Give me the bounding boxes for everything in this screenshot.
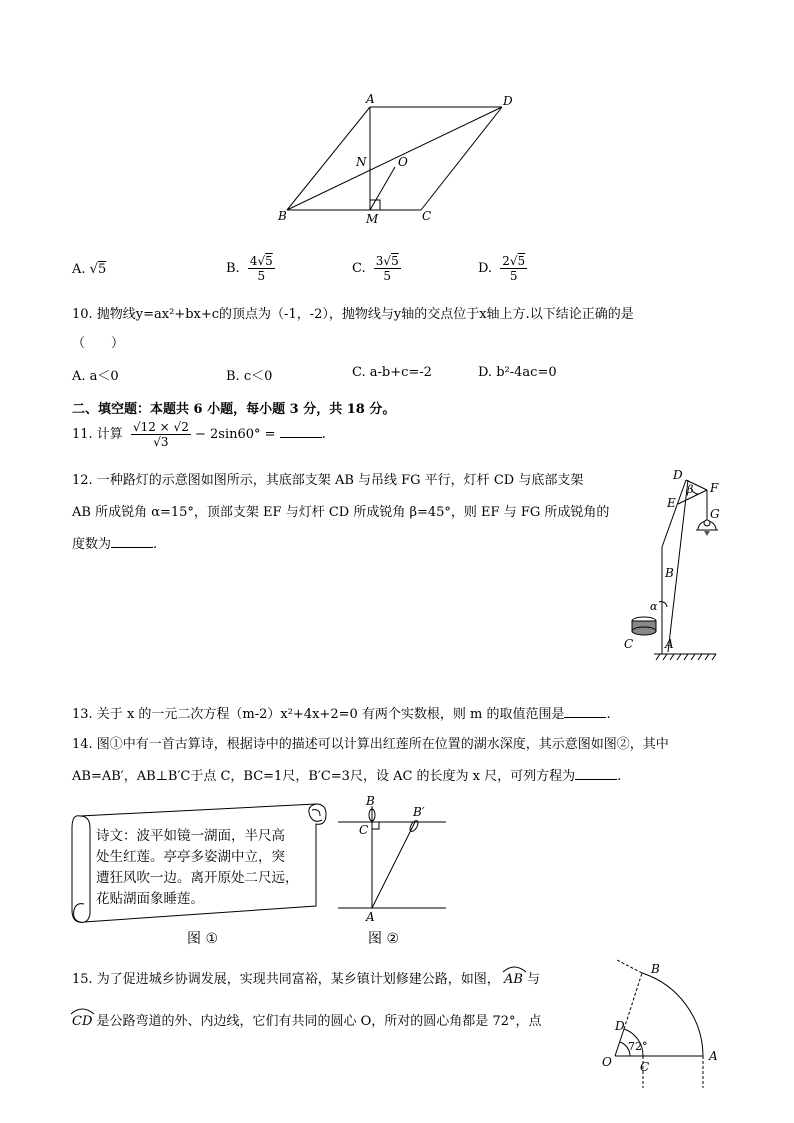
q9-option-a: A. √5 [72, 262, 107, 277]
curve-label-O: O [602, 1055, 612, 1069]
lamp-label-B: B [665, 566, 674, 580]
q14-line1: 14. 图①中有一首古算诗，根据诗中的描述可以计算出红莲所在位置的湖水深度，其示意图如图②，其中 [72, 737, 669, 752]
lotus-label-Bprime: B′ [413, 805, 425, 819]
label-D: D [503, 94, 513, 108]
q9-option-b: B. $\frac{4√5}{5}$ [226, 254, 273, 283]
fig2-caption: 图 ② [368, 931, 400, 947]
lotus-figure [330, 792, 455, 927]
q13: 13. 关于 x 的一元二次方程（m-2）x²+4x+2=0 有两个实数根，则 m 的取值范围是 . [72, 707, 611, 722]
lotus-label-A: A [366, 910, 375, 924]
q9-option-d: D. $\frac{2√5}{5}$ [478, 254, 526, 283]
q11: 11. 计算 $\frac{√12 \times √2}{√3}$ − 2sin60° = . [72, 420, 326, 449]
q15-line1: 15. 为了促进城乡协调发展，实现共同富裕，某乡镇计划修建公路，如图， AB 与 [72, 968, 540, 987]
q10-option-b: B. c＜0 [226, 369, 273, 384]
label-M: M [366, 212, 379, 226]
q10-stem: 10. 抛物线y=ax²+bx+c的顶点为（-1，-2），抛物线与y轴的交点位于x轴上方.以下结论正确的是 [72, 307, 634, 322]
q12-line1: 12. 一种路灯的示意图如图所示，其底部支架 AB 与吊线 FG 平行，灯杆 CD 与底部支架 [72, 473, 584, 488]
lamp-label-D: D [673, 468, 683, 482]
curve-label-B: B [651, 962, 660, 976]
lamp-label-E: E [667, 496, 676, 510]
lamp-label-alpha: α [650, 600, 658, 613]
q10-option-c: C. a-b+c=-2 [352, 365, 432, 380]
section-heading: 二、填空题：本题共 6 小题，每小题 3 分，共 18 分。 [72, 402, 396, 417]
q10-option-d: D. b²-4ac=0 [478, 365, 557, 380]
curve-label-D: D [615, 1019, 625, 1033]
poem-text: 诗文：波平如镜一湖面，半尺高 处生红莲。亭亭多姿湖中立，突 遭狂风吹一边。离开原处二尺远， 花贴湖面象睡莲。 [96, 828, 299, 907]
q10-option-a: A. a＜0 [72, 369, 119, 384]
label-B: B [278, 209, 287, 223]
curve-label-angle: 72° [628, 1040, 648, 1053]
q12-line3: 度数为 . [72, 537, 158, 552]
lamp-label-beta: β [687, 483, 694, 496]
lotus-label-C: C [359, 823, 369, 837]
curve-label-A: A [709, 1049, 718, 1063]
q9-option-c: C. $\frac{3√5}{5}$ [352, 254, 399, 283]
street-lamp-figure [612, 462, 732, 662]
lamp-label-C: C [624, 637, 634, 651]
label-N: N [356, 155, 367, 169]
lotus-label-B: B [366, 794, 375, 808]
lamp-label-G: G [710, 507, 720, 521]
lamp-label-A: A [665, 637, 674, 651]
lamp-label-F: F [710, 481, 719, 495]
q10-paren: （ ） [72, 336, 125, 351]
label-A: A [366, 92, 375, 106]
q14-line2: AB=AB′，AB⊥B′C于点 C，BC=1尺，B′C=3尺，设 AC 的长度为 x 尺，可列方程为 . [72, 769, 622, 784]
parallelogram-figure [270, 92, 530, 232]
road-curve-figure [595, 958, 735, 1098]
label-O: O [398, 155, 408, 169]
q15-line2: CD 是公路弯道的外、内边线，它们有共同的圆心 O，所对的圆心角都是 72°，点 [72, 1010, 541, 1029]
curve-label-C: C [640, 1060, 650, 1074]
fig1-caption: 图 ① [187, 931, 219, 947]
label-C: C [422, 209, 432, 223]
q12-line2: AB 所成锐角 α=15°，顶部支架 EF 与灯杆 CD 所成锐角 β=45°，则 EF 与 FG 所成锐角的 [72, 505, 610, 520]
